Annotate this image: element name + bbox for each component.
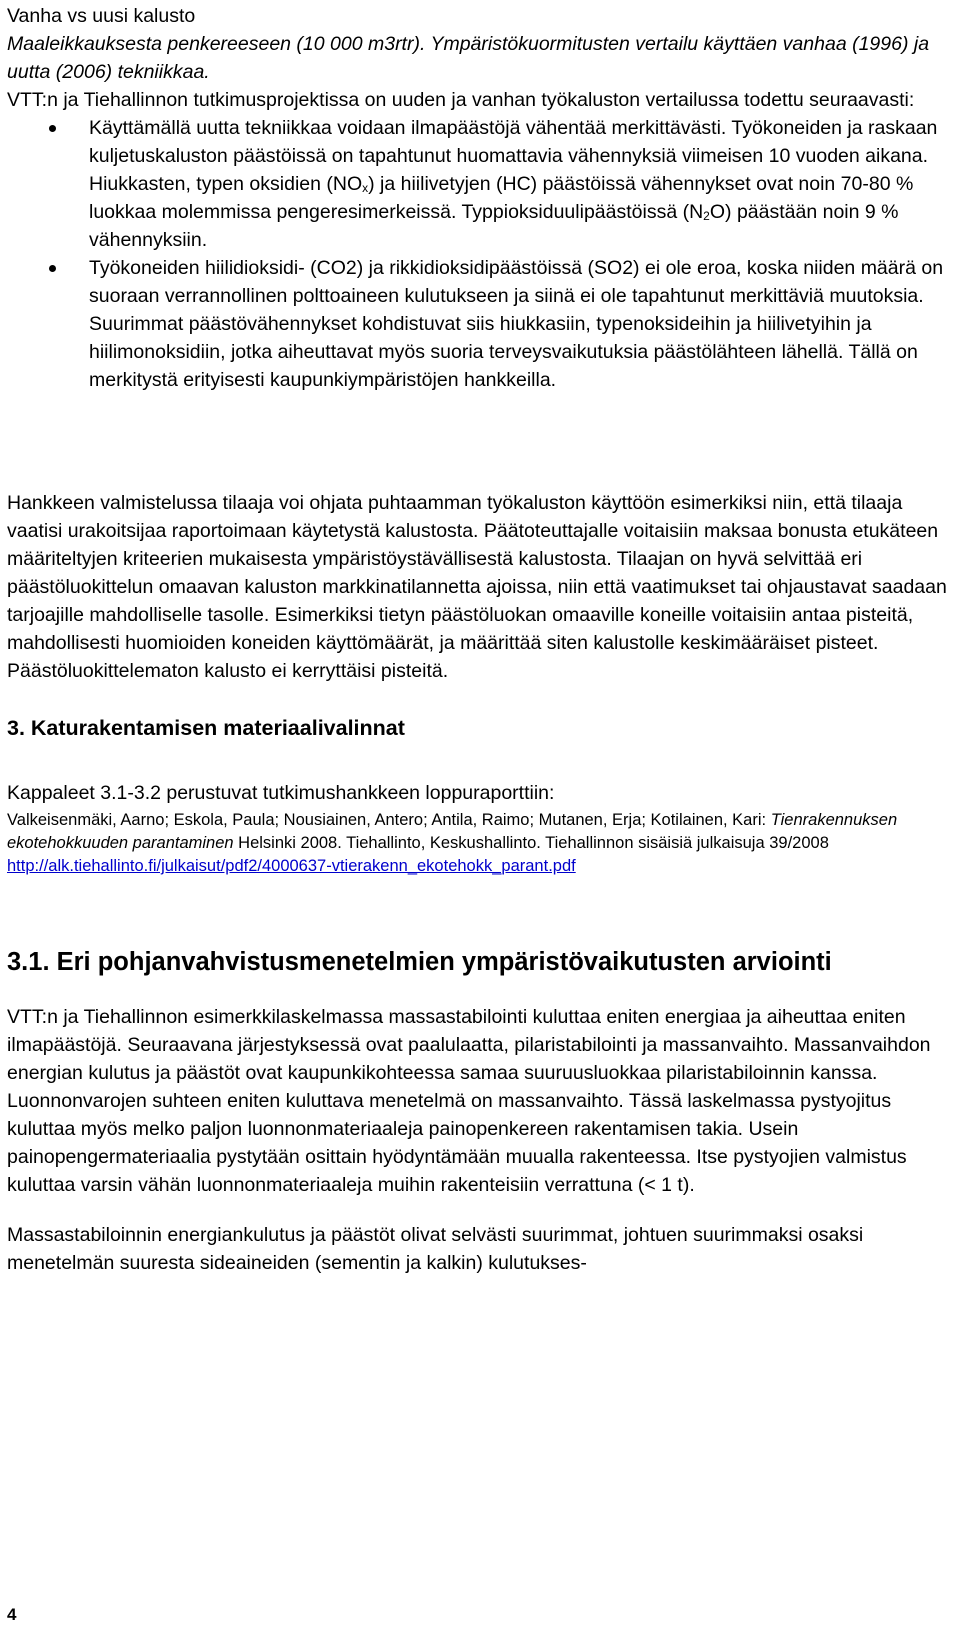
paragraph-3-2: Massastabiloinnin energiankulutus ja päästöt olivat selvästi suurimmat, johtuen suurimmaksi osaksi menetelmän suuresta sideaineiden (sementin ja kalkin) kulutukses- <box>7 1224 864 1274</box>
reference-details: Helsinki 2008. Tiehallinto, Keskushallinto. Tiehallinnon sisäisiä julkaisuja 39/2008 <box>233 834 829 852</box>
subscript-2: 2 <box>703 209 710 223</box>
list-item <box>7 254 953 394</box>
source-intro: Kappaleet 3.1-3.2 perustuvat tutkimushankkeen loppuraporttiin: <box>7 782 555 804</box>
intro-paragraph: VTT:n ja Tiehallinnon tutkimusprojektissa on uuden ja vanhan työkaluston vertailussa todettu seuraavasti: <box>7 89 915 111</box>
reference-link[interactable]: http://alk.tiehallinto.fi/julkaisut/pdf2/4000637-vtierakenn_ekotehokk_parant.pdf <box>7 857 576 875</box>
bullet-text-a: Käyttämällä uutta tekniikkaa voidaan ilmapäästöjä vähentää merkittävästi. Työkoneiden ja raskaan kuljetuskaluston päästöissä on tapahtunut huomattavia vähennyksiä viimeisen 10 vuoden aikana. Hiukkasten, typen oksidien (NO <box>89 117 938 195</box>
bullet-text: Työkoneiden hiilidioksidi- (CO2) ja rikkidioksidipäästöissä (SO2) ei ole eroa, koska niiden määrä on suoraan verrannollinen polttoaineen kulutukseen ja siinä ei ole tapahtunut merkittäviä muutoksia. Suurimmat päästövähennykset kohdistuvat siis hiukkasiin, typenoksideihin ja hiilivetyihin ja hiilimonoksidiin, jotka aiheuttavat myös suoria terveysvaikutuksia päästölähteen lähellä. Tällä on merkitystä erityisesti kaupunkiympäristöjen hankkeilla. <box>89 257 944 391</box>
bullet-text-b: ) ja hiilivetyjen (HC) päästöissä vähennykset ovat noin 70-80 % luokkaa molemmissa pengeresimerkeissä. Typpioksiduulipäästöissä (N <box>89 173 914 223</box>
heading-3: 3. Katurakentamisen materiaalivalinnat <box>7 716 405 740</box>
bullet-icon <box>49 125 56 132</box>
subscript-x: x <box>362 181 369 195</box>
reference-title: Tienrakennuksen ekotehokkuuden parantaminen <box>7 811 898 852</box>
findings-list <box>7 114 953 394</box>
bullet-icon <box>49 265 56 272</box>
reference <box>7 809 953 878</box>
project-paragraph: Hankkeen valmistelussa tilaaja voi ohjata puhtaamman työkaluston käyttöön esimerkiksi niin, että tilaaja vaatisi urakoitsijaa raportoimaan käytetystä kalustosta. Päätoteuttajalle voitaisiin maksaa bonusta etukäteen määriteltyjen kriteerien mukaisesta ympäristöystävällisestä kalustosta. Tilaajan on hyvä selvittää eri päästöluokittelun omaavan kaluston markkinatilannetta ajoissa, niin että vaatimukset tai ohjaustavat saadaan tarjoajille mahdolliselle tasolle. Esimerkiksi tietyn päästöluokan omaaville koneille voitaisiin antaa pisteitä, mahdollisesti huomioiden koneiden käyttömäärät, ja määrittää siten kalustolle keskimääräiset pisteet. Päästöluokittelematon kalusto ei kerryttäisi pisteitä. <box>7 492 947 682</box>
list-item <box>7 114 953 254</box>
page-number: 4 <box>7 1605 17 1624</box>
document-page <box>7 0 953 1277</box>
section-title: Vanha vs uusi kalusto <box>7 5 196 27</box>
reference-authors: Valkeisenmäki, Aarno; Eskola, Paula; Nousiainen, Antero; Antila, Raimo; Mutanen, Erja; Kotilainen, Kari: <box>7 811 771 829</box>
paragraph-3-1: VTT:n ja Tiehallinnon esimerkkilaskelmassa massastabilointi kuluttaa eniten energiaa ja aiheuttaa eniten ilmapäästöjä. Seuraavana järjestyksessä ovat paalulaatta, pilaristabilointi ja massanvaihto. Massanvaihdon energian kulutus ja päästöt ovat kaupunkikohteessa samaa suuruusluokkaa pilaristabiloinnin kanssa. Luonnonvarojen suhteen eniten kuluttava menetelmä on massanvaihto. Tässä laskelmassa pystyojitus kuluttaa myös melko paljon luonnonmateriaaleja painopenkereen rakentamisen takia. Usein painopengermateriaalia pystytään osittain hyödyntämään muualla rakenteessa. Itse pystyojien valmistus kuluttaa varsin vähän luonnonmateriaaleja muihin rakenteisiin verrattuna (< 1 t). <box>7 1006 931 1196</box>
heading-3-1: 3.1. Eri pohjanvahvistusmenetelmien ympäristövaikutusten arviointi <box>7 948 832 976</box>
comparison-subtitle: Maaleikkauksesta penkereeseen (10 000 m3rtr). Ympäristökuormitusten vertailu käyttäen vanhaa (1996) ja uutta (2006) tekniikkaa. <box>7 33 930 83</box>
bullet-text-c: O) päästään noin 9 % vähennyksiin. <box>89 201 899 251</box>
